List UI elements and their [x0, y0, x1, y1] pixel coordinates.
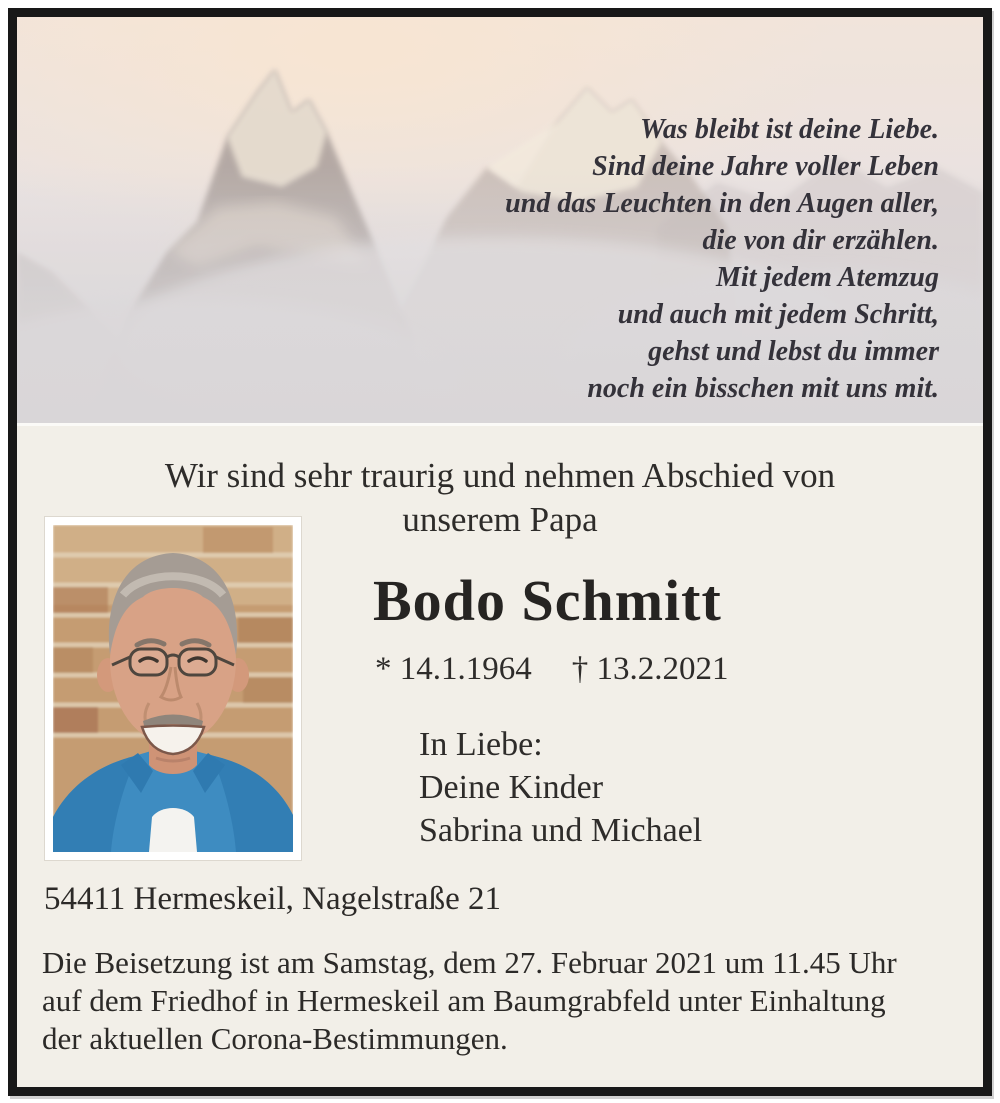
funeral-line-2: auf dem Friedhof in Hermeskeil am Baumgrabfeld unter Einhaltung [42, 983, 886, 1018]
poem-line: noch ein bisschen mit uns mit. [587, 373, 939, 404]
address-line: 54411 Hermeskeil, Nagelstraße 21 [44, 881, 501, 917]
farewell-text [419, 723, 702, 852]
deceased-name: Bodo Schmitt [373, 568, 722, 633]
farewell-line-2: Deine Kinder [419, 769, 604, 806]
poem-line: gehst und lebst du immer [648, 336, 939, 367]
mountain-photo [17, 17, 983, 426]
poem-line: und auch mit jedem Schritt, [617, 299, 939, 330]
memorial-card [8, 8, 992, 1096]
portrait-photo [44, 516, 302, 861]
poem-line: und das Leuchten in den Augen aller, [505, 188, 939, 219]
death-date: † 13.2.2021 [571, 651, 729, 687]
funeral-line-3: der aktuellen Corona-Bestimmungen. [42, 1021, 508, 1056]
life-dates [375, 651, 729, 688]
memorial-poem [505, 111, 939, 407]
poem-line: Was bleibt ist deine Liebe. [640, 114, 939, 145]
poem-line: Mit jedem Atemzug [716, 262, 939, 293]
poem-line: Sind deine Jahre voller Leben [592, 151, 939, 182]
farewell-line-3: Sabrina und Michael [419, 812, 703, 849]
farewell-line-1: In Liebe: [419, 726, 543, 763]
portrait-image [53, 525, 293, 852]
intro-line-2: unserem Papa [402, 500, 598, 539]
funeral-notice [42, 944, 897, 1058]
poem-line: die von dir erzählen. [702, 225, 939, 256]
birth-date: * 14.1.1964 [375, 651, 532, 687]
intro-line-1: Wir sind sehr traurig und nehmen Abschied von [164, 456, 836, 495]
funeral-line-1: Die Beisetzung ist am Samstag, dem 27. Februar 2021 um 11.45 Uhr [42, 945, 897, 980]
